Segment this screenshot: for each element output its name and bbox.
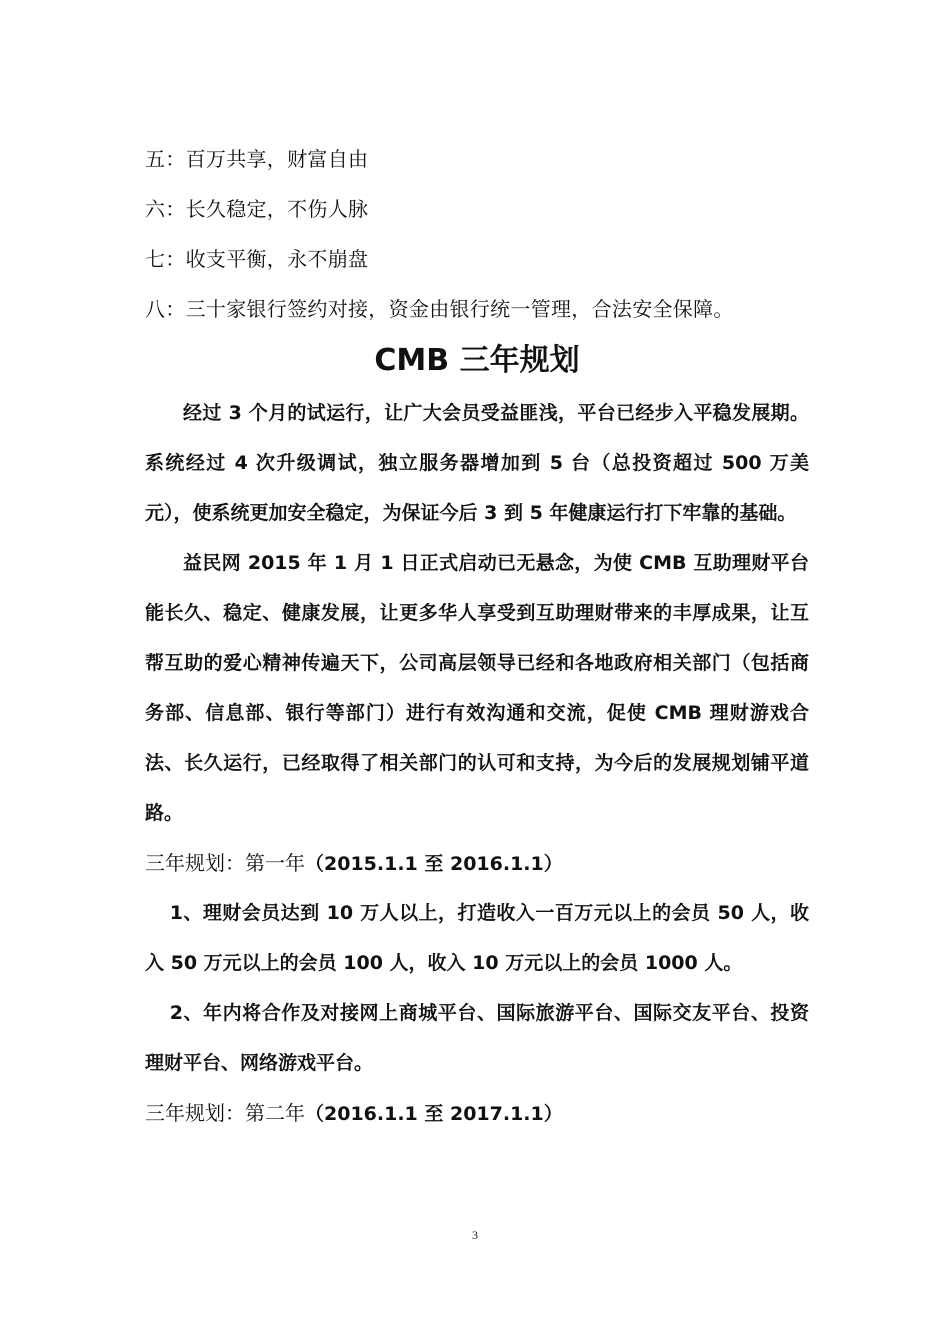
principle-line: 八：三十家银行签约对接，资金由银行统一管理，合法安全保障。 bbox=[145, 297, 734, 321]
principle-line: 六：长久稳定，不伤人脉 bbox=[145, 197, 369, 221]
year-two-range: （2016.1.1 至 2017.1.1） bbox=[305, 1103, 563, 1125]
year-one-item: 2、年内将合作及对接网上商城平台、国际旅游平台、国际交友平台、投资理财平台、网络游戏平台。 bbox=[145, 1002, 809, 1074]
year-two-heading bbox=[145, 1088, 809, 1138]
page-number: 3 bbox=[472, 1228, 478, 1242]
year-two-label: 三年规划：第二年 bbox=[145, 1101, 305, 1125]
page-content bbox=[145, 134, 809, 1138]
launch-paragraph: 益民网 2015 年 1 月 1 日正式启动已无悬念，为使 CMB 互助理财平台能长久、稳定、健康发展，让更多华人享受到互助理财带来的丰厚成果，让互帮互助的爱心精神传遍天下，公司高层领导已经和各地政府相关部门（包括商务部、信息部、银行等部门）进行有效沟通和交流，促使 CMB 理财游戏合法、长久运行，已经取得了相关部门的认可和支持，为今后的发展规划铺平道路。 bbox=[145, 552, 809, 824]
year-one-range: （2015.1.1 至 2016.1.1） bbox=[305, 853, 563, 875]
principle-line: 五：百万共享，财富自由 bbox=[145, 147, 369, 171]
section-title: CMB 三年规划 bbox=[374, 343, 580, 378]
principle-line: 七：收支平衡，永不崩盘 bbox=[145, 247, 369, 271]
intro-paragraph: 经过 3 个月的试运行，让广大会员受益匪浅，平台已经步入平稳发展期。系统经过 4 次升级调试，独立服务器增加到 5 台（总投资超过 500 万美元），使系统更加安全稳定，为保证今后 3 到 5 年健康运行打下牢靠的基础。 bbox=[145, 402, 809, 524]
year-one-item: 1、理财会员达到 10 万人以上，打造收入一百万元以上的会员 50 人，收入 50 万元以上的会员 100 人，收入 10 万元以上的会员 1000 人。 bbox=[145, 902, 809, 974]
year-one-label: 三年规划：第一年 bbox=[145, 851, 305, 875]
year-one-heading bbox=[145, 838, 809, 888]
